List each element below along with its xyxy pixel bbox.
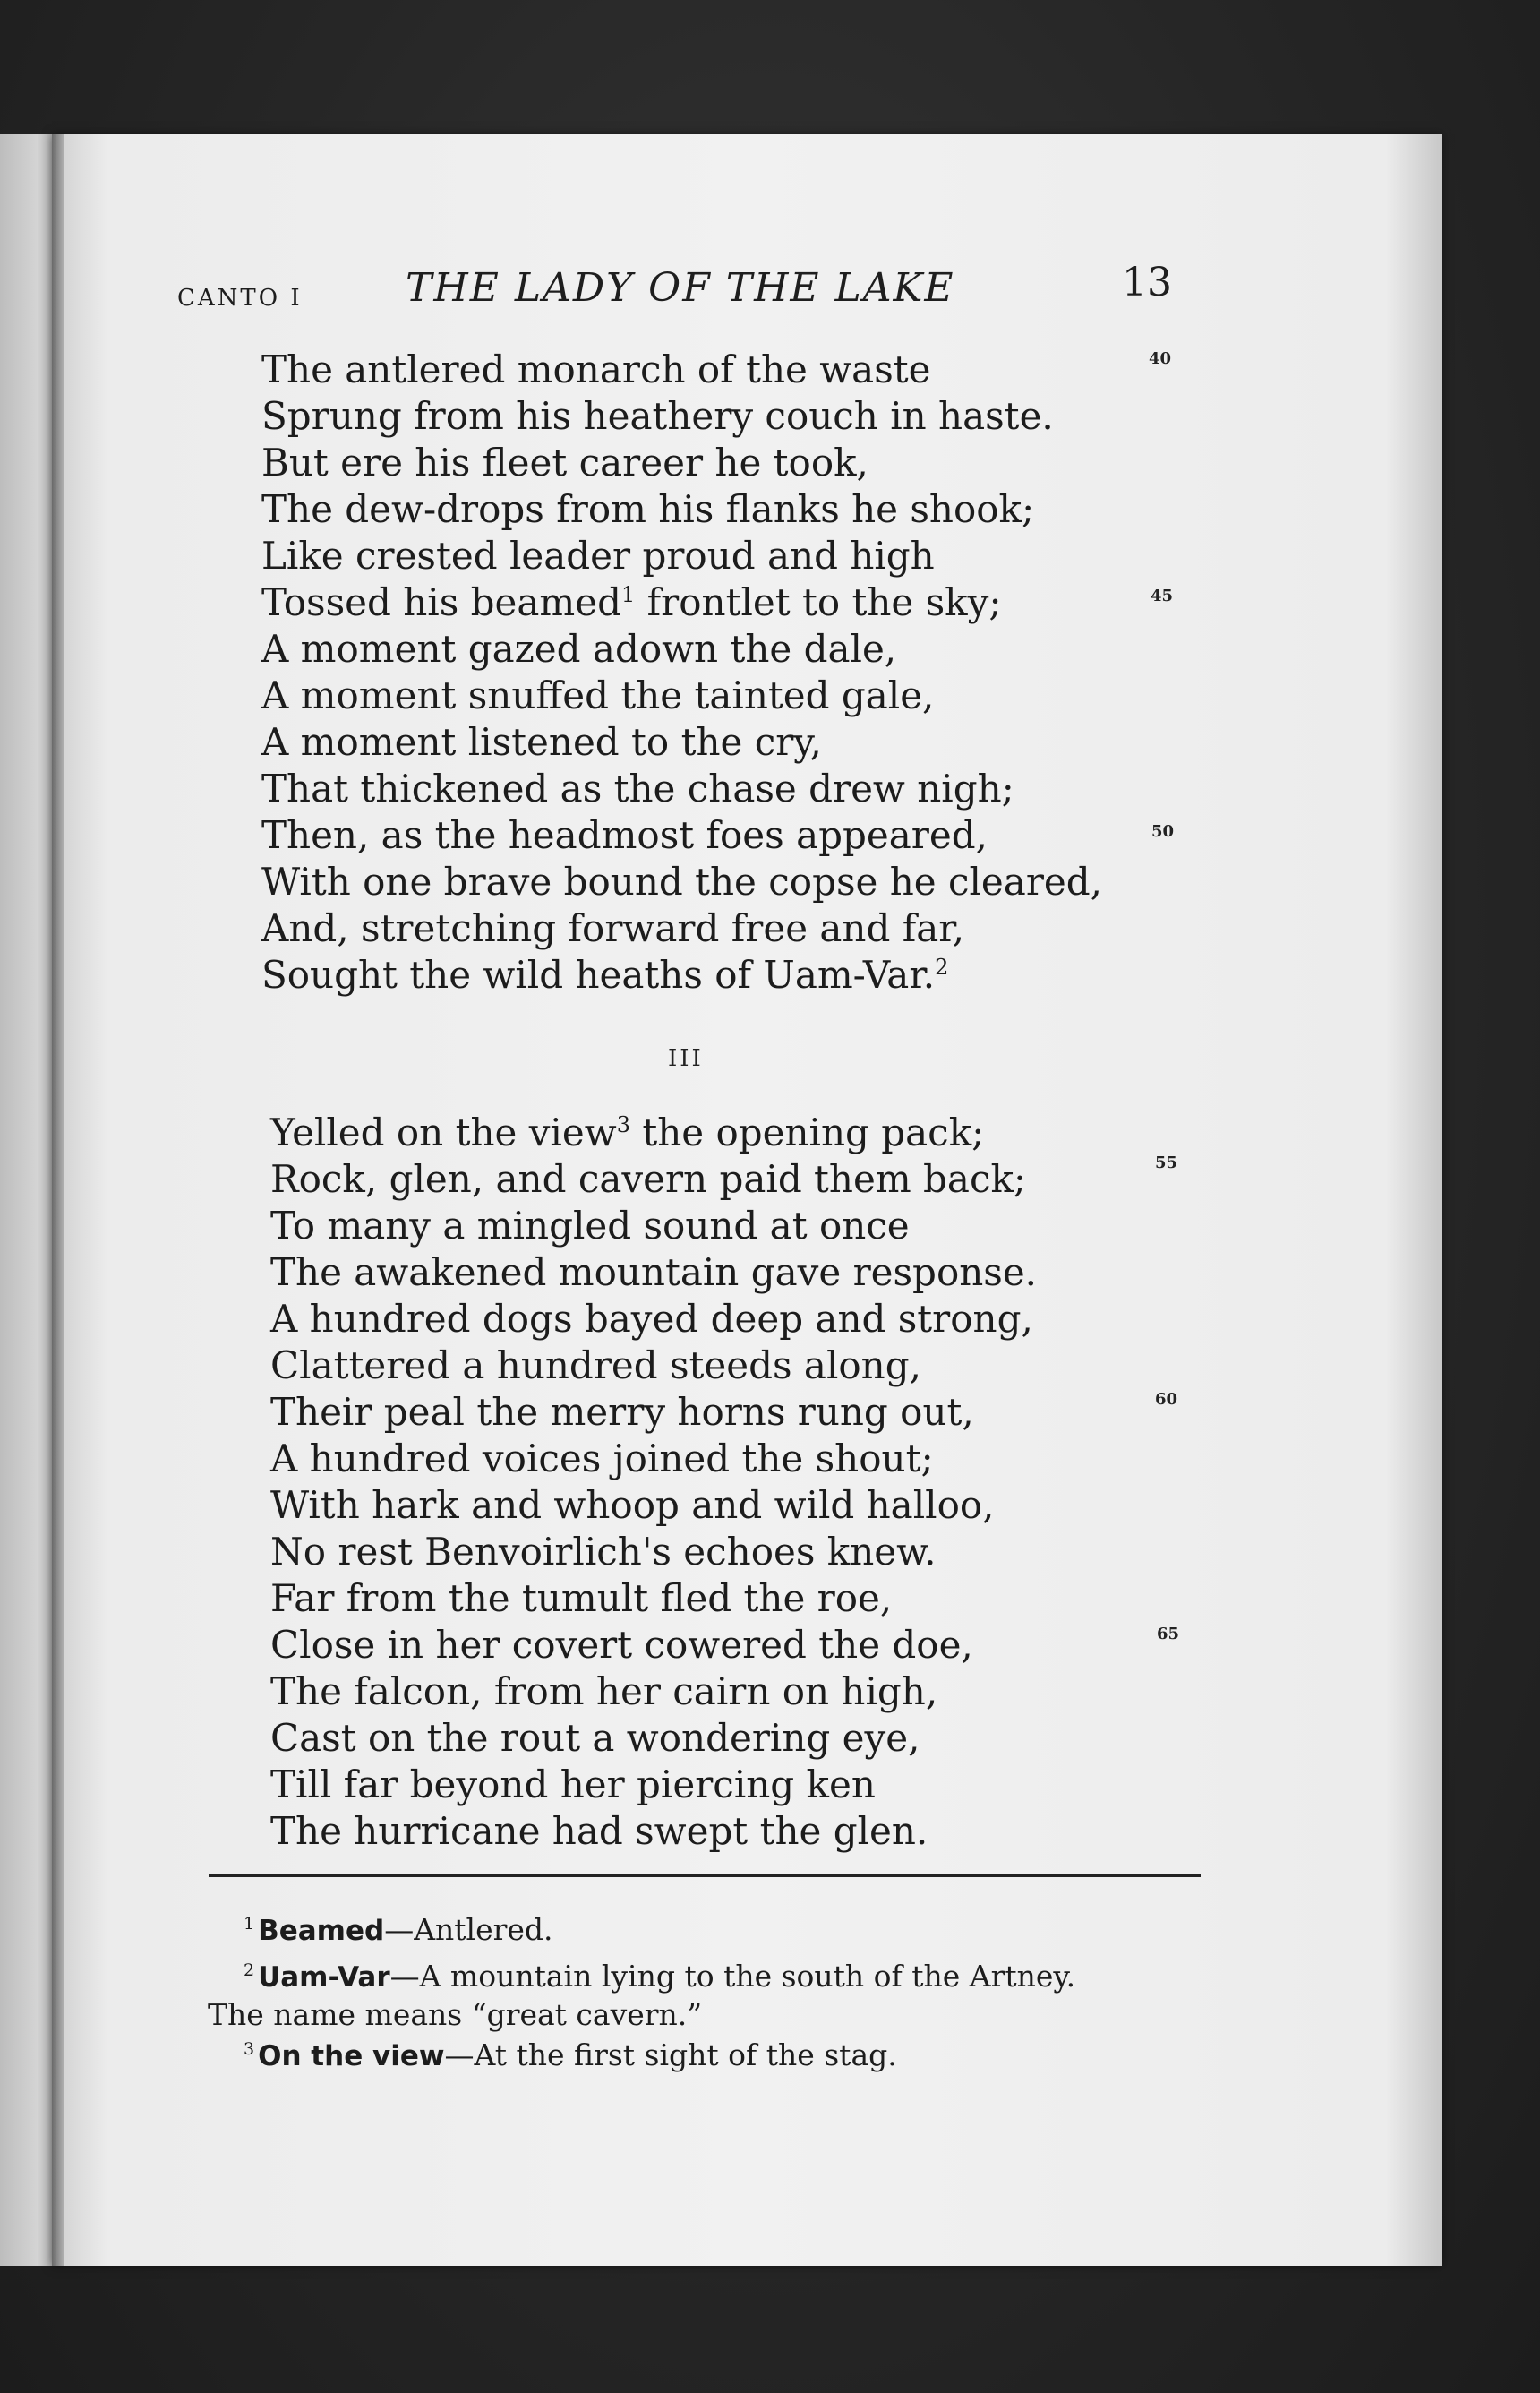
verse-line: And, stretching forward free and far, [261,906,965,950]
verse-line: A hundred voices joined the shout; [270,1437,934,1480]
section-number: III [668,1045,704,1072]
footnote-mark: 3 [244,2039,255,2059]
footnote-3 [244,2037,897,2072]
footnote-ref: 1 [620,582,636,607]
footnote-ref: 2 [935,955,949,980]
footnote-text: —A mountain lying to the south of the Artney. [389,1959,1076,1994]
verse-line: Cast on the rout a wondering eye, [270,1716,920,1760]
footnote-term: Beamed [258,1915,385,1947]
footnote-text: —Antlered. [384,1912,553,1947]
verse-line [261,953,948,999]
verse-line: But ere his fleet career he took, [261,441,868,485]
verse-line-end: the opening pack; [629,1111,985,1154]
verse-line: With hark and whoop and wild halloo, [270,1483,995,1527]
line-number: 45 [1151,587,1174,605]
verse-line [261,580,1002,627]
verse-line: A moment snuffed the tainted gale, [261,673,935,717]
verse-line-end: frontlet to the sky; [635,580,1002,624]
line-number: 65 [1157,1625,1180,1643]
footnote-text: —At the first sight of the stag. [444,2037,897,2072]
footnote-mark: 1 [244,1914,255,1934]
line-number: 40 [1149,349,1172,368]
footnote-mark: 2 [244,1960,255,1980]
verse-line: The awakened mountain gave response. [270,1250,1038,1294]
footnote-1 [244,1912,553,1947]
verse-line: The falcon, from her cairn on high, [270,1669,938,1713]
verse-line: Far from the tumult fled the roe, [270,1576,893,1620]
verse-line: Till far beyond her piercing ken [270,1763,876,1806]
verse-line: No rest Benvoirlich's echoes knew. [270,1530,937,1574]
verse-line: The hurricane had swept the glen. [270,1809,928,1853]
page-gutter [52,134,64,2266]
verse-line: Close in her covert cowered the doe, [270,1623,973,1667]
verse-line: Then, as the headmost foes appeared, [261,813,988,857]
line-number: 55 [1155,1154,1178,1172]
footnote-2-continued: The name means “great cavern.” [208,1997,703,2032]
verse-line: A moment listened to the cry, [261,720,822,764]
verse-line: Clattered a hundred steeds along, [270,1343,921,1387]
canto-label: CANTO I [177,285,303,312]
verse-line: With one brave bound the copse he cleared, [261,860,1102,904]
book-page [52,134,1442,2266]
verse-line: The dew-drops from his flanks he shook; [261,487,1035,531]
running-title: THE LADY OF THE LAKE [406,265,955,311]
verse-line: The antlered monarch of the waste [261,347,931,391]
footnote-rule [209,1874,1201,1877]
footnote-term: On the view [258,2040,445,2072]
footnote-2 [244,1959,1075,1994]
verse-line: To many a mingled sound at once [270,1204,910,1248]
verse-line-start: Tossed his beamed [261,580,621,624]
line-number: 50 [1151,822,1175,841]
running-header [52,134,1442,313]
verse-line: A hundred dogs bayed deep and strong, [270,1297,1033,1341]
footnote-term: Uam-Var [258,1961,390,1994]
verse-line: Like crested leader proud and high [261,534,935,578]
verse-line-start: Yelled on the view [270,1111,617,1154]
verse-line: That thickened as the chase drew nigh; [261,767,1014,811]
line-number: 60 [1155,1390,1178,1409]
verse-line-start: Sought the wild heaths of Uam-Var. [261,953,936,997]
verse-line [270,1111,984,1157]
footnote-ref: 3 [616,1112,630,1137]
page-number: 13 [1122,260,1172,305]
verse-line: A moment gazed adown the dale, [261,627,897,671]
verse-line: Their peal the merry horns rung out, [270,1390,974,1434]
verse-line: Rock, glen, and cavern paid them back; [270,1157,1027,1201]
verse-line: Sprung from his heathery couch in haste. [261,394,1054,438]
